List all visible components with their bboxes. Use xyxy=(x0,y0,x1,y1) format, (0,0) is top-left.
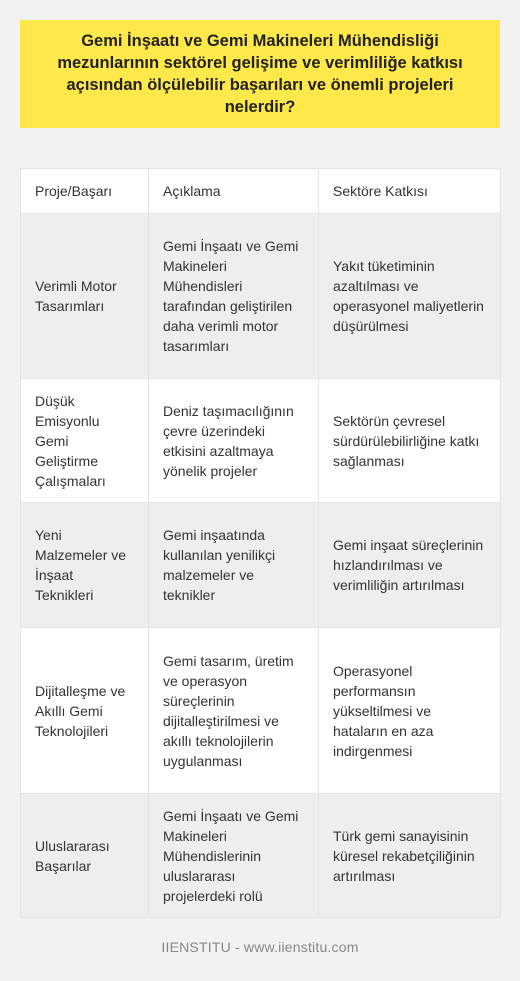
cell-project: Dijitalleşme ve Akıllı Gemi Teknolojileri xyxy=(21,628,149,794)
table-header-row xyxy=(21,169,501,214)
cell-contribution: Türk gemi sanayisinin küresel rekabetçiliğinin artırılması xyxy=(319,794,501,918)
cell-project: Yeni Malzemeler ve İnşaat Teknikleri xyxy=(21,503,149,628)
cell-contribution: Gemi inşaat süreçlerinin hızlandırılması ve verimliliğin artırılması xyxy=(319,503,501,628)
cell-contribution: Operasyonel performansın yükseltilmesi ve hataların en aza indirgenmesi xyxy=(319,628,501,794)
table-row xyxy=(21,794,501,918)
column-header-contribution: Sektöre Katkısı xyxy=(319,169,501,214)
table-row xyxy=(21,214,501,379)
cell-description: Gemi inşaatında kullanılan yenilikçi malzemeler ve teknikler xyxy=(149,503,319,628)
title-banner xyxy=(20,20,500,128)
cell-description: Gemi tasarım, üretim ve operasyon süreçlerinin dijitalleştirilmesi ve akıllı teknolojilerin uygulanması xyxy=(149,628,319,794)
column-header-description: Açıklama xyxy=(149,169,319,214)
page-title: Gemi İnşaatı ve Gemi Makineleri Mühendisliği mezunlarının sektörel gelişime ve verimliliğe katkısı açısından ölçülebilir başarıları ve önemli projeleri nelerdir? xyxy=(57,32,463,116)
cell-project: Verimli Motor Tasarımları xyxy=(21,214,149,379)
cell-contribution: Sektörün çevresel sürdürülebilirliğine katkı sağlanması xyxy=(319,379,501,503)
table-row xyxy=(21,379,501,503)
cell-project: Uluslararası Başarılar xyxy=(21,794,149,918)
cell-description: Gemi İnşaatı ve Gemi Makineleri Mühendislerinin uluslararası projelerdeki rolü xyxy=(149,794,319,918)
table-row xyxy=(21,628,501,794)
cell-contribution: Yakıt tüketiminin azaltılması ve operasyonel maliyetlerin düşürülmesi xyxy=(319,214,501,379)
cell-description: Deniz taşımacılığının çevre üzerindeki etkisini azaltmaya yönelik projeler xyxy=(149,379,319,503)
column-header-project: Proje/Başarı xyxy=(21,169,149,214)
table-row xyxy=(21,503,501,628)
projects-table xyxy=(20,168,501,918)
footer-credit: IIENSTITU - www.iienstitu.com xyxy=(161,939,359,955)
cell-project: Düşük Emisyonlu Gemi Geliştirme Çalışmaları xyxy=(21,379,149,503)
cell-description: Gemi İnşaatı ve Gemi Makineleri Mühendisleri tarafından geliştirilen daha verimli motor tasarımları xyxy=(149,214,319,379)
